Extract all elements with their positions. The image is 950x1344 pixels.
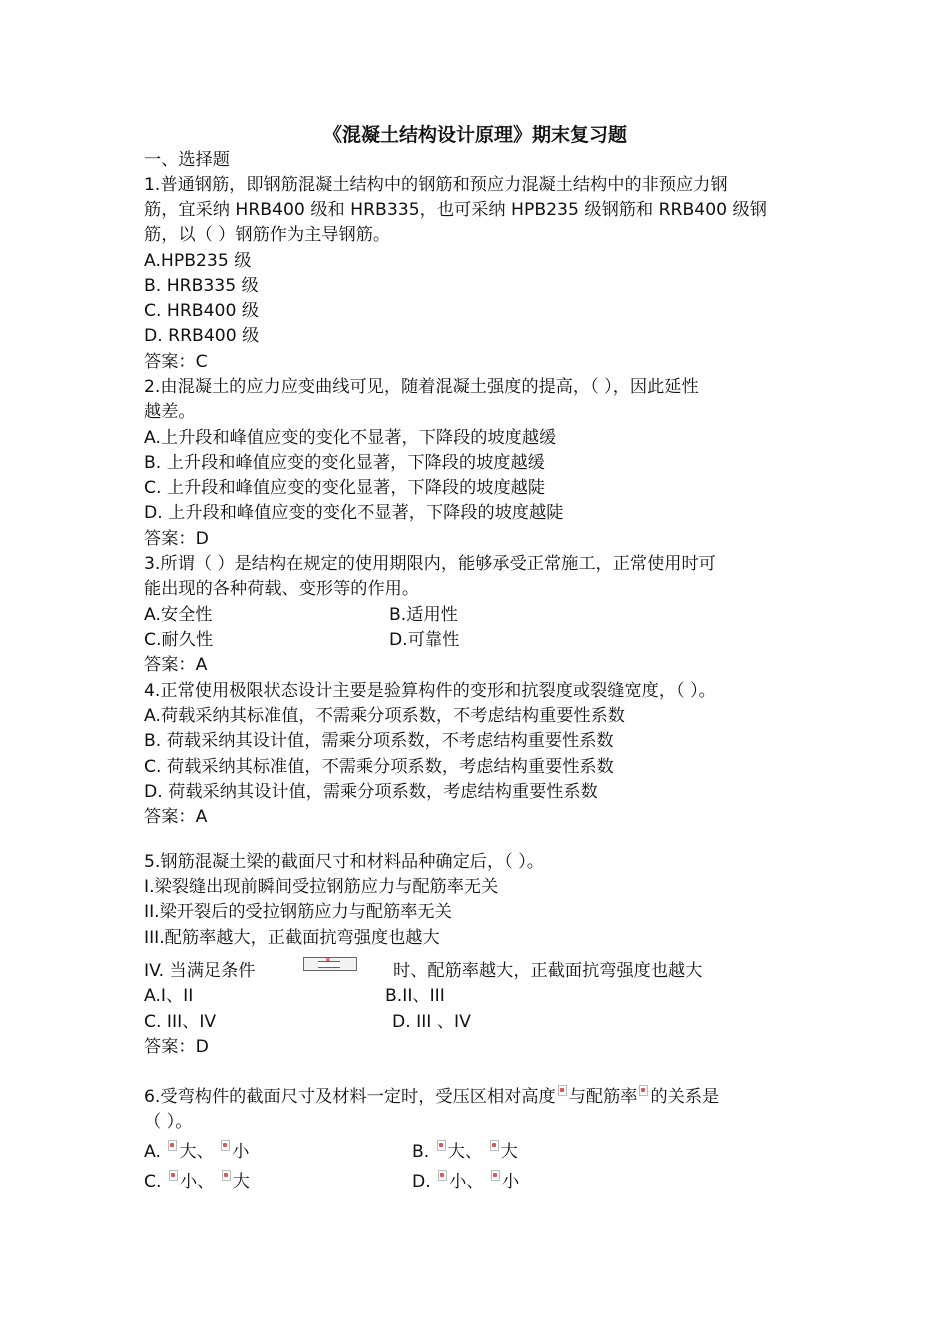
- option-second: 小: [232, 1142, 250, 1162]
- question-4-option-c: C. 荷载采纳其标准值，不需乘分项系数，考虑结构重要性系数: [144, 757, 614, 777]
- xi-symbol-icon: [169, 1170, 178, 1181]
- question-5-option-d: D. III 、IV: [392, 1012, 471, 1032]
- question-5-statement-3: III.配筋率越大，正截面抗弯强度也越大: [144, 928, 440, 948]
- question-5-option-c: C. III、IV: [144, 1012, 217, 1032]
- rho-symbol-icon: [221, 1140, 230, 1151]
- question-3-answer: 答案：A: [144, 655, 208, 675]
- question-1-option-d: D. RRB400 级: [144, 326, 260, 346]
- question-5-line-1: 5.钢筋混凝土梁的截面尺寸和材料品种确定后，（ ）。: [144, 852, 544, 872]
- question-6-text-a: 6.受弯构件的截面尺寸及材料一定时，受压区相对高度: [144, 1087, 556, 1107]
- question-4-answer: 答案：A: [144, 807, 208, 827]
- question-3-option-d: D.可靠性: [389, 630, 460, 650]
- question-5-option-b: B.II、III: [385, 986, 445, 1006]
- formula-image-placeholder: [303, 957, 357, 971]
- question-2-line-1: 2.由混凝土的应力应变曲线可见，随着混凝土强度的提高，（ ），因此延性: [144, 377, 699, 397]
- option-label: A.: [144, 1142, 161, 1162]
- document-title: 《混凝土结构设计原理》期末复习题: [322, 124, 627, 146]
- question-2-answer: 答案：D: [144, 529, 209, 549]
- option-second: 小: [502, 1172, 520, 1192]
- question-1-line-1: 1.普通钢筋，即钢筋混凝土结构中的钢筋和预应力混凝土结构中的非预应力钢: [144, 175, 728, 195]
- question-1-option-b: B. HRB335 级: [144, 276, 259, 296]
- question-4-option-d: D. 荷载采纳其设计值，需乘分项系数，考虑结构重要性系数: [144, 782, 598, 802]
- question-2-option-b: B. 上升段和峰值应变的变化显著，下降段的坡度越缓: [144, 453, 545, 473]
- question-1-option-c: C. HRB400 级: [144, 301, 260, 321]
- question-6-option-c: [144, 1170, 250, 1195]
- question-6-text-c: 的关系是: [650, 1087, 720, 1107]
- question-6-option-a: [144, 1140, 249, 1165]
- question-4-line-1: 4.正常使用极限状态设计主要是验算构件的变形和抗裂度或裂缝宽度，（ ）。: [144, 681, 716, 701]
- option-label: B.: [412, 1142, 430, 1162]
- question-2-option-a: A.上升段和峰值应变的变化不显著，下降段的坡度越缓: [144, 428, 557, 448]
- question-5-statement-4-prefix: IV. 当满足条件: [144, 961, 256, 981]
- option-first: 大、: [447, 1142, 483, 1162]
- question-5-statement-4-suffix: 时、配筋率越大，正截面抗弯强度也越大: [393, 961, 703, 981]
- xi-symbol-icon: [168, 1140, 177, 1151]
- question-3-option-c: C.耐久性: [144, 630, 214, 650]
- question-1-option-a: A.HPB235 级: [144, 251, 252, 271]
- question-5-statement-1: I.梁裂缝出现前瞬间受拉钢筋应力与配筋率无关: [144, 877, 499, 897]
- xi-symbol-icon: [438, 1170, 447, 1181]
- question-2-line-2: 越差。: [144, 402, 196, 422]
- question-3-line-2: 能出现的各种荷载、变形等的作用。: [144, 579, 420, 599]
- option-second: 大: [500, 1142, 518, 1162]
- question-5-answer: 答案：D: [144, 1037, 209, 1057]
- question-4-option-b: B. 荷载采纳其设计值，需乘分项系数，不考虑结构重要性系数: [144, 731, 614, 751]
- question-3-option-b: B.适用性: [389, 605, 458, 625]
- question-1-line-3: 筋，以（ ）钢筋作为主导钢筋。: [144, 225, 391, 245]
- question-6-line-2: （ ）。: [144, 1112, 193, 1132]
- option-first: 小、: [179, 1172, 215, 1192]
- xi-symbol-icon: [558, 1085, 567, 1096]
- question-5-option-a: A.I、II: [144, 986, 194, 1006]
- question-6-option-d: [412, 1170, 519, 1195]
- option-label: D.: [412, 1172, 431, 1192]
- question-6-text-b: 与配筋率: [568, 1087, 638, 1107]
- question-6-line-1: [144, 1085, 719, 1110]
- option-first: 大、: [179, 1142, 214, 1162]
- option-label: C.: [144, 1172, 162, 1192]
- rho-symbol-icon: [490, 1140, 499, 1151]
- question-4-option-a: A.荷载采纳其标准值，不需乘分项系数，不考虑结构重要性系数: [144, 706, 625, 726]
- question-3-line-1: 3.所谓（ ）是结构在规定的使用期限内，能够承受正常施工，正常使用时可: [144, 554, 716, 574]
- question-3-option-a: A.安全性: [144, 605, 213, 625]
- xi-symbol-icon: [437, 1140, 446, 1151]
- question-1-answer: 答案：C: [144, 352, 208, 372]
- rho-symbol-icon: [222, 1170, 231, 1181]
- question-2-option-d: D. 上升段和峰值应变的变化不显著，下降段的坡度越陡: [144, 503, 564, 523]
- question-1-line-2: 筋，宜采纳 HRB400 级和 HRB335，也可采纳 HPB235 级钢筋和 RRB400 级钢: [144, 200, 767, 220]
- option-second: 大: [232, 1172, 250, 1192]
- question-6-option-b: [412, 1140, 518, 1165]
- section-heading: 一、选择题: [144, 150, 230, 170]
- rho-symbol-icon: [639, 1085, 648, 1096]
- option-first: 小、: [449, 1172, 484, 1192]
- question-2-option-c: C. 上升段和峰值应变的变化显著，下降段的坡度越陡: [144, 478, 546, 498]
- question-5-statement-2: II.梁开裂后的受拉钢筋应力与配筋率无关: [144, 902, 452, 922]
- rho-symbol-icon: [491, 1170, 500, 1181]
